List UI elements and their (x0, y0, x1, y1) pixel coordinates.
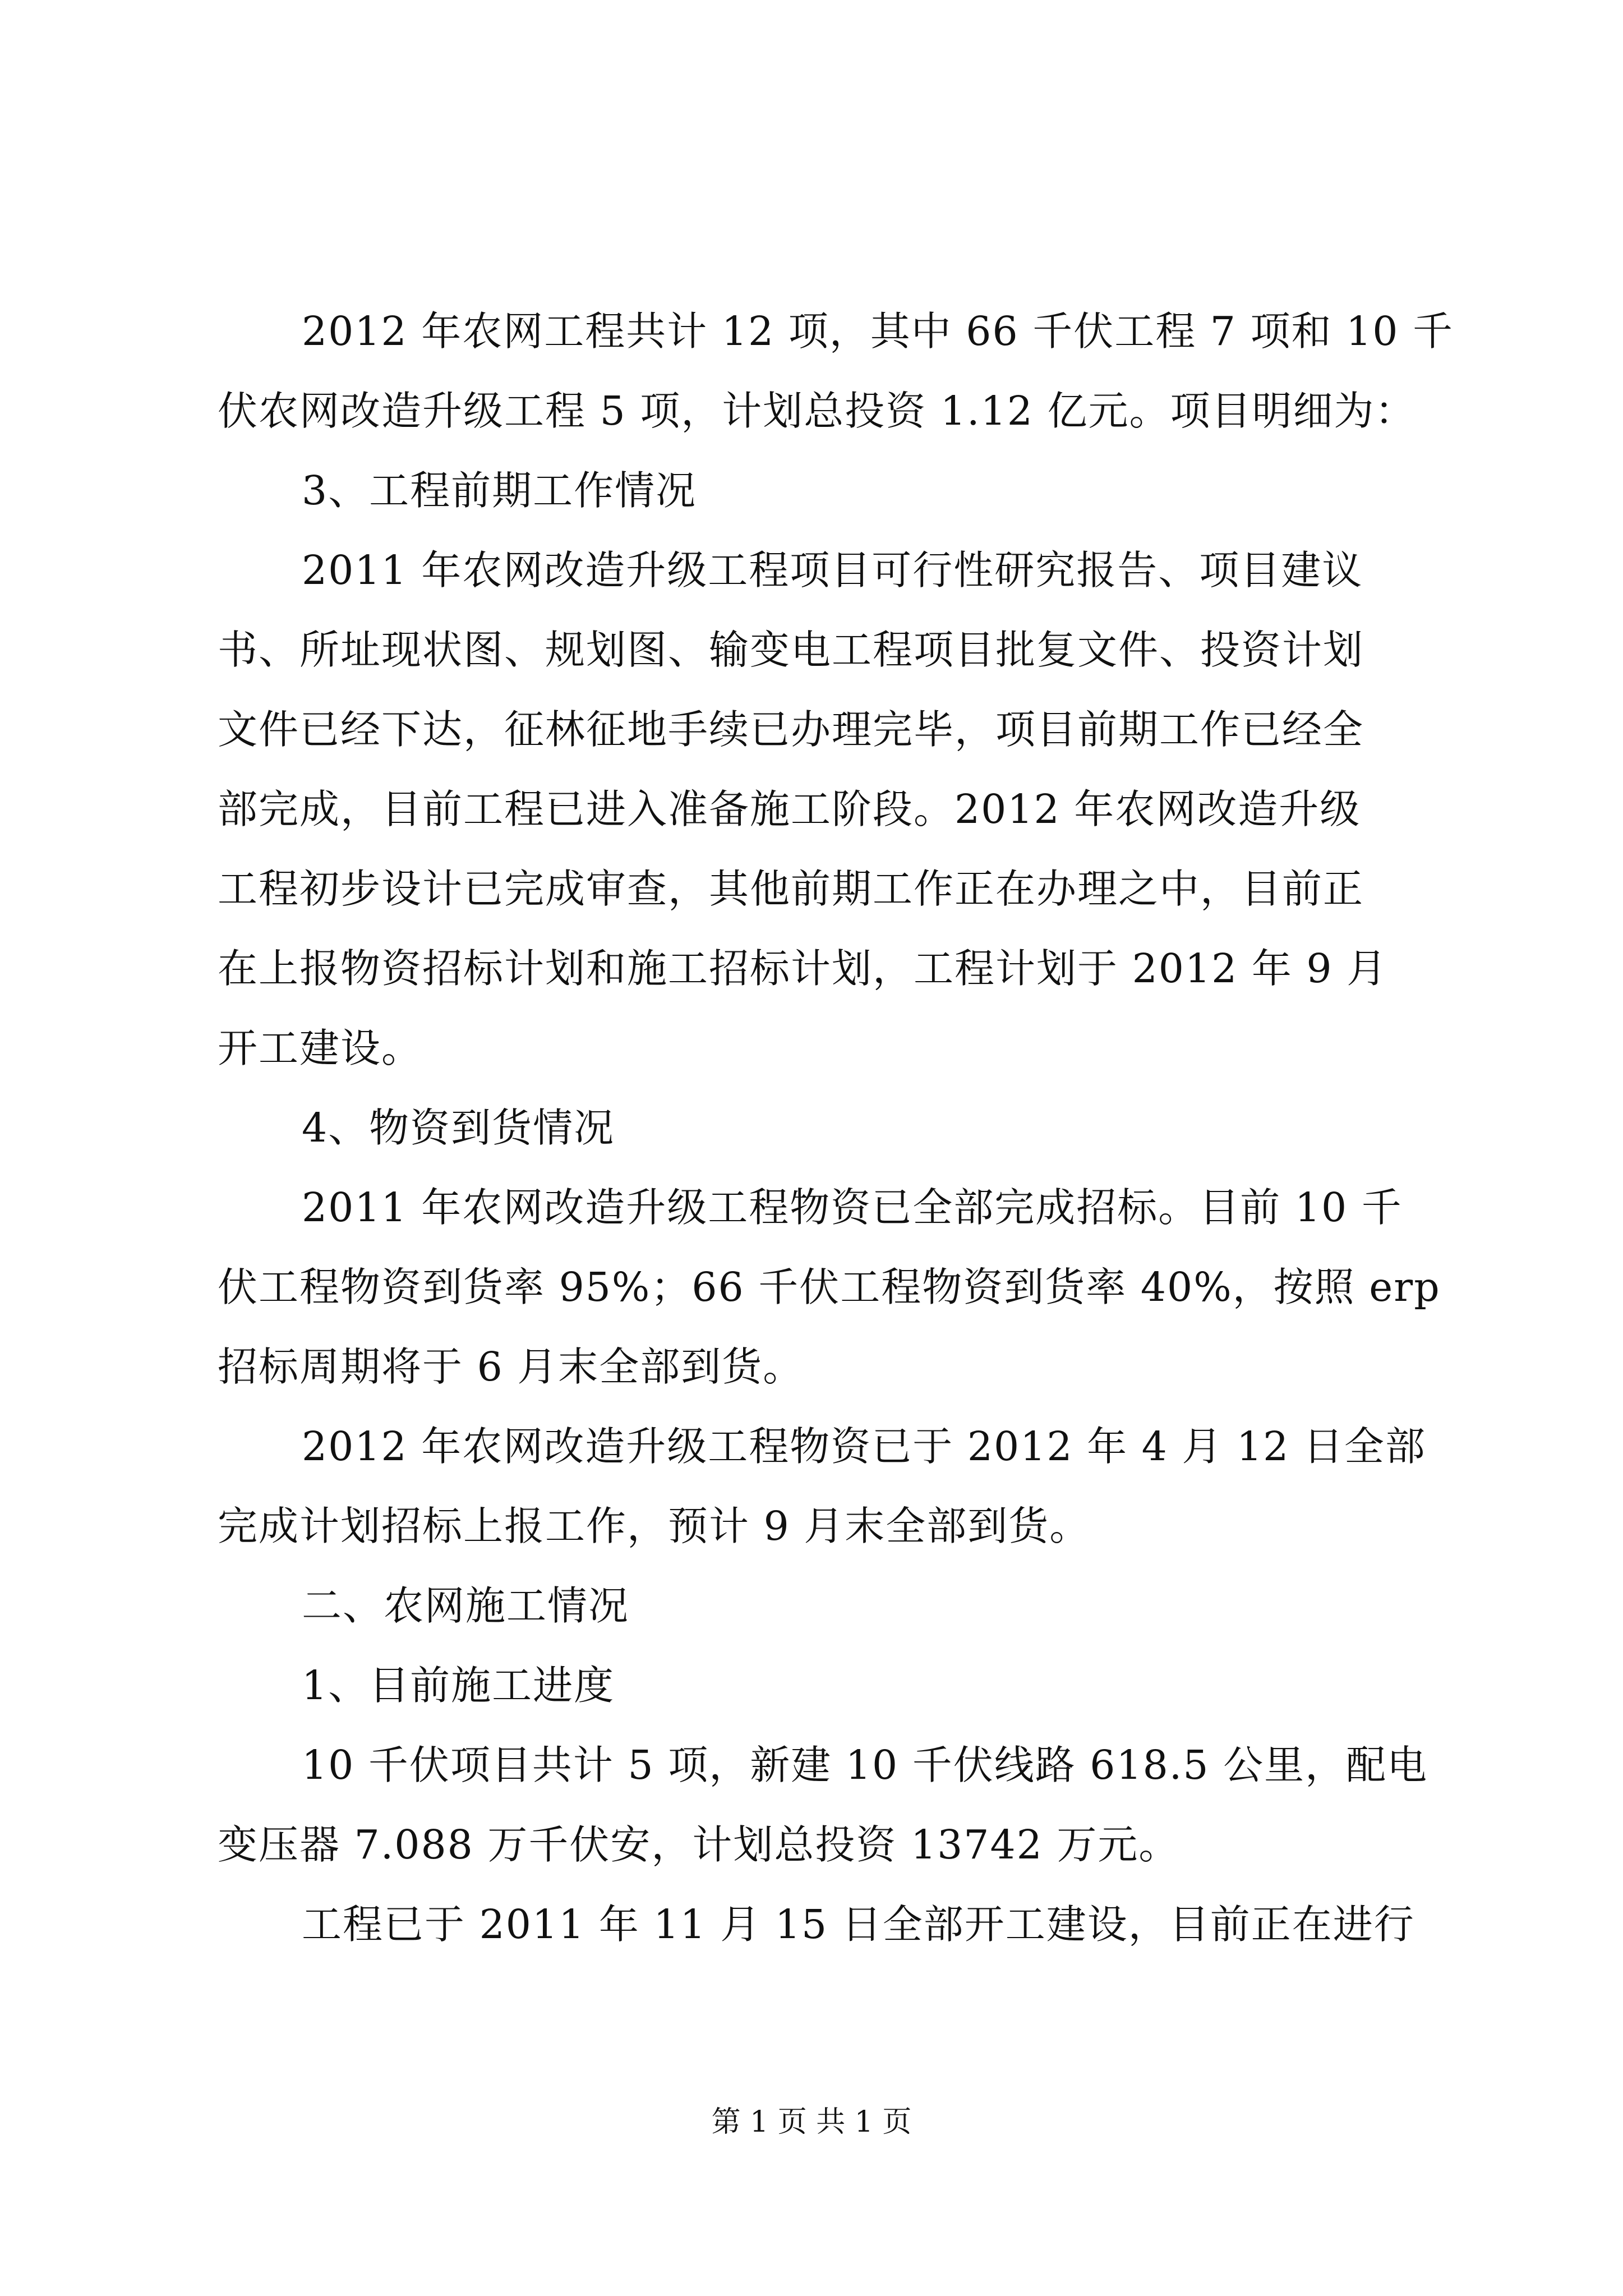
text-line: 书、所址现状图、规划图、输变电工程项目批复文件、投资计划 (218, 627, 1364, 673)
text-line: 2012 年农网改造升级工程物资已于 2012 年 4 月 12 日全部 (302, 1423, 1426, 1470)
heading-text: 3、工程前期工作情况 (302, 467, 697, 514)
text-line: 变压器 7.088 万千伏安，计划总投资 13742 万元。 (218, 1821, 1180, 1868)
paragraph (218, 1726, 1428, 1885)
text-line: 10 千伏项目共计 5 项，新建 10 千伏线路 618.5 公里，配电 (302, 1742, 1428, 1788)
section-heading (218, 1088, 1423, 1168)
text-line: 在上报物资招标计划和施工招标计划，工程计划于 2012 年 9 月 (218, 945, 1388, 992)
text-line: 2012 年农网工程共计 12 项，其中 66 千伏工程 7 项和 10 千 (302, 308, 1454, 355)
paragraph (218, 1407, 1426, 1566)
paragraph (218, 1885, 1423, 1964)
text-line: 文件已经下达，征林征地手续已办理完毕，项目前期工作已经全 (218, 706, 1364, 753)
text-line: 工程初步设计已完成审查，其他前期工作正在办理之中，目前正 (218, 866, 1364, 912)
text-line: 招标周期将于 6 月末全部到货。 (218, 1343, 804, 1390)
text-line: 伏工程物资到货率 95%；66 千伏工程物资到货率 40%，按照 erp (218, 1264, 1441, 1310)
section-heading (218, 451, 1423, 531)
paragraph (218, 1168, 1441, 1407)
section-heading (218, 1646, 1423, 1726)
heading-text: 二、农网施工情况 (302, 1582, 630, 1629)
text-line: 开工建设。 (218, 1025, 423, 1071)
text-line: 2011 年农网改造升级工程物资已全部完成招标。目前 10 千 (302, 1184, 1403, 1231)
page-footer: 第 1 页 共 1 页 (711, 2105, 912, 2139)
text-line: 2011 年农网改造升级工程项目可行性研究报告、项目建议 (302, 547, 1363, 593)
heading-text: 1、目前施工进度 (302, 1662, 615, 1709)
paragraph (218, 292, 1454, 451)
text-line: 伏农网改造升级工程 5 项，计划总投资 1.12 亿元。项目明细为： (218, 388, 1416, 434)
paragraph (218, 531, 1423, 1088)
text-line: 部完成，目前工程已进入准备施工阶段。2012 年农网改造升级 (218, 786, 1361, 832)
text-line: 工程已于 2011 年 11 月 15 日全部开工建设，目前正在进行 (302, 1901, 1415, 1948)
section-heading (218, 1566, 1423, 1646)
document-body (218, 292, 1454, 1964)
text-line: 完成计划招标上报工作，预计 9 月末全部到货。 (218, 1503, 1091, 1549)
heading-text: 4、物资到货情况 (302, 1105, 615, 1151)
